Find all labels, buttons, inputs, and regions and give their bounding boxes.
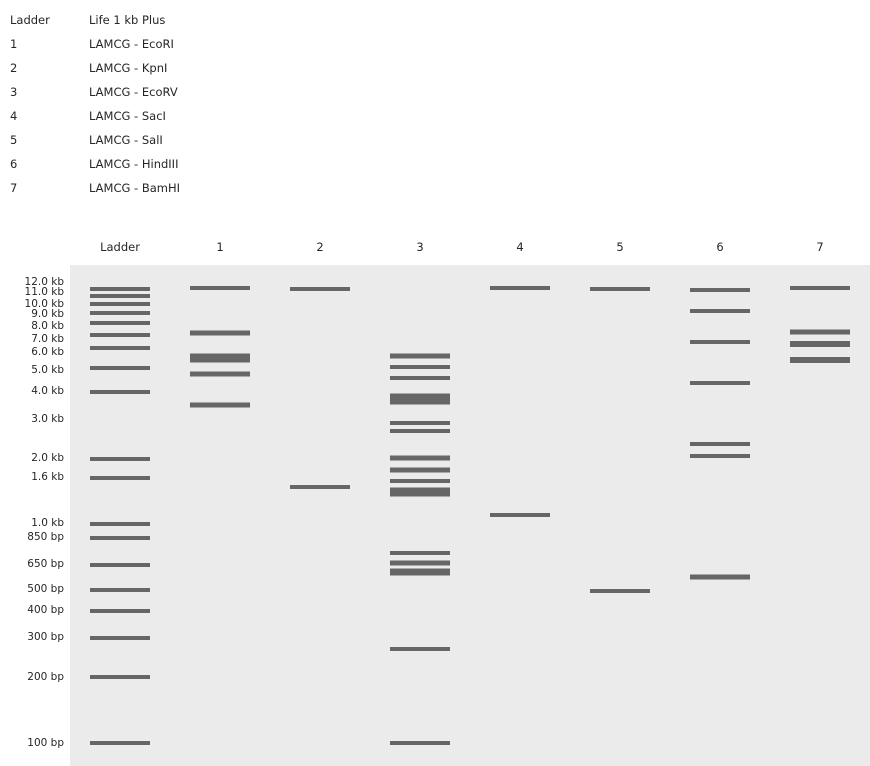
- gel-band: [690, 381, 750, 385]
- size-marker-label: 4.0 kb: [31, 385, 64, 397]
- gel-band: [690, 340, 750, 344]
- gel-band: [90, 741, 150, 745]
- gel-band: [390, 647, 450, 651]
- gel-band: [190, 331, 250, 336]
- gel-band: [190, 286, 250, 290]
- lane-header-4: 4: [516, 240, 524, 254]
- gel-band: [90, 294, 150, 298]
- gel-band: [390, 456, 450, 461]
- gel-band: [590, 589, 650, 593]
- gel-band: [690, 454, 750, 458]
- legend-lane-name: 7: [10, 181, 18, 195]
- size-marker-label: 400 bp: [27, 604, 64, 616]
- gel-band: [590, 287, 650, 291]
- size-marker-label: 8.0 kb: [31, 320, 64, 332]
- gel-band: [690, 288, 750, 292]
- size-marker-label: 2.0 kb: [31, 452, 64, 464]
- lane-header-3: 3: [416, 240, 424, 254]
- gel-band: [90, 333, 150, 337]
- gel-band: [90, 476, 150, 480]
- size-marker-label: 1.0 kb: [31, 517, 64, 529]
- gel-band: [790, 357, 850, 363]
- lane-header-6: 6: [716, 240, 724, 254]
- gel-band: [90, 287, 150, 291]
- gel-band: [90, 588, 150, 592]
- size-marker-label: 9.0 kb: [31, 308, 64, 320]
- gel-band: [90, 563, 150, 567]
- gel-band: [690, 442, 750, 446]
- gel-band: [690, 309, 750, 313]
- gel-band: [390, 421, 450, 425]
- size-marker-label: 6.0 kb: [31, 346, 64, 358]
- gel-band: [390, 551, 450, 555]
- gel-background: [70, 265, 870, 766]
- gel-band: [90, 302, 150, 306]
- size-marker-label: 200 bp: [27, 671, 64, 683]
- gel-band: [290, 287, 350, 291]
- gel-band: [90, 636, 150, 640]
- legend-sample-name: LAMCG - EcoRI: [89, 37, 174, 51]
- gel-band: [90, 457, 150, 461]
- gel-band: [90, 311, 150, 315]
- gel-band: [390, 561, 450, 566]
- gel-band: [690, 575, 750, 580]
- gel-band: [90, 346, 150, 350]
- legend-lane-name: Ladder: [10, 13, 50, 27]
- size-marker-label: 12.0 kb: [24, 276, 64, 288]
- gel-band: [790, 286, 850, 290]
- gel-band: [490, 286, 550, 290]
- gel-band: [90, 366, 150, 370]
- gel-band: [390, 468, 450, 473]
- size-marker-label: 5.0 kb: [31, 364, 64, 376]
- legend-sample-name: LAMCG - BamHI: [89, 181, 181, 195]
- gel-band: [90, 536, 150, 540]
- size-marker-label: 1.6 kb: [31, 471, 64, 483]
- gel-band: [390, 365, 450, 369]
- gel-band: [390, 569, 450, 576]
- lane-header-1: 1: [216, 240, 224, 254]
- legend-lane-name: 5: [10, 133, 18, 147]
- gel-band: [390, 354, 450, 359]
- gel-band: [390, 394, 450, 405]
- gel-band: [190, 372, 250, 377]
- lane-header-ladder: Ladder: [100, 240, 140, 254]
- gel-band: [290, 485, 350, 489]
- size-marker-label: 650 bp: [27, 558, 64, 570]
- lane-header-7: 7: [816, 240, 824, 254]
- legend-lane-name: 2: [10, 61, 18, 75]
- gel-band: [390, 741, 450, 745]
- size-marker-label: 850 bp: [27, 531, 64, 543]
- gel-band: [390, 429, 450, 433]
- size-marker-label: 11.0 kb: [24, 286, 64, 298]
- legend-sample-name: LAMCG - EcoRV: [89, 85, 178, 99]
- gel-band: [190, 403, 250, 408]
- legend-lane-name: 1: [10, 37, 18, 51]
- size-marker-label: 3.0 kb: [31, 413, 64, 425]
- lane-header-2: 2: [316, 240, 324, 254]
- legend-lane-name: 4: [10, 109, 18, 123]
- legend-sample-name: Life 1 kb Plus: [89, 13, 166, 27]
- gel-band: [390, 376, 450, 380]
- gel-band: [390, 488, 450, 497]
- gel-band: [390, 479, 450, 483]
- legend-sample-name: LAMCG - HindIII: [89, 157, 179, 171]
- lane-header-5: 5: [616, 240, 624, 254]
- gel-band: [790, 341, 850, 347]
- gel-band: [90, 609, 150, 613]
- size-marker-label: 7.0 kb: [31, 333, 64, 345]
- legend-sample-name: LAMCG - SalI: [89, 133, 163, 147]
- gel-band: [790, 330, 850, 335]
- gel-band: [90, 390, 150, 394]
- legend-lane-name: 3: [10, 85, 18, 99]
- size-marker-label: 500 bp: [27, 583, 64, 595]
- gel-band: [490, 513, 550, 517]
- gel-band: [90, 522, 150, 526]
- gel-band: [190, 354, 250, 363]
- legend-sample-name: LAMCG - SacI: [89, 109, 166, 123]
- gel-band: [90, 321, 150, 325]
- legend-sample-name: LAMCG - KpnI: [89, 61, 168, 75]
- size-marker-label: 300 bp: [27, 631, 64, 643]
- size-marker-label: 10.0 kb: [24, 298, 64, 310]
- gel-band: [90, 675, 150, 679]
- legend-lane-name: 6: [10, 157, 18, 171]
- size-marker-label: 100 bp: [27, 737, 64, 749]
